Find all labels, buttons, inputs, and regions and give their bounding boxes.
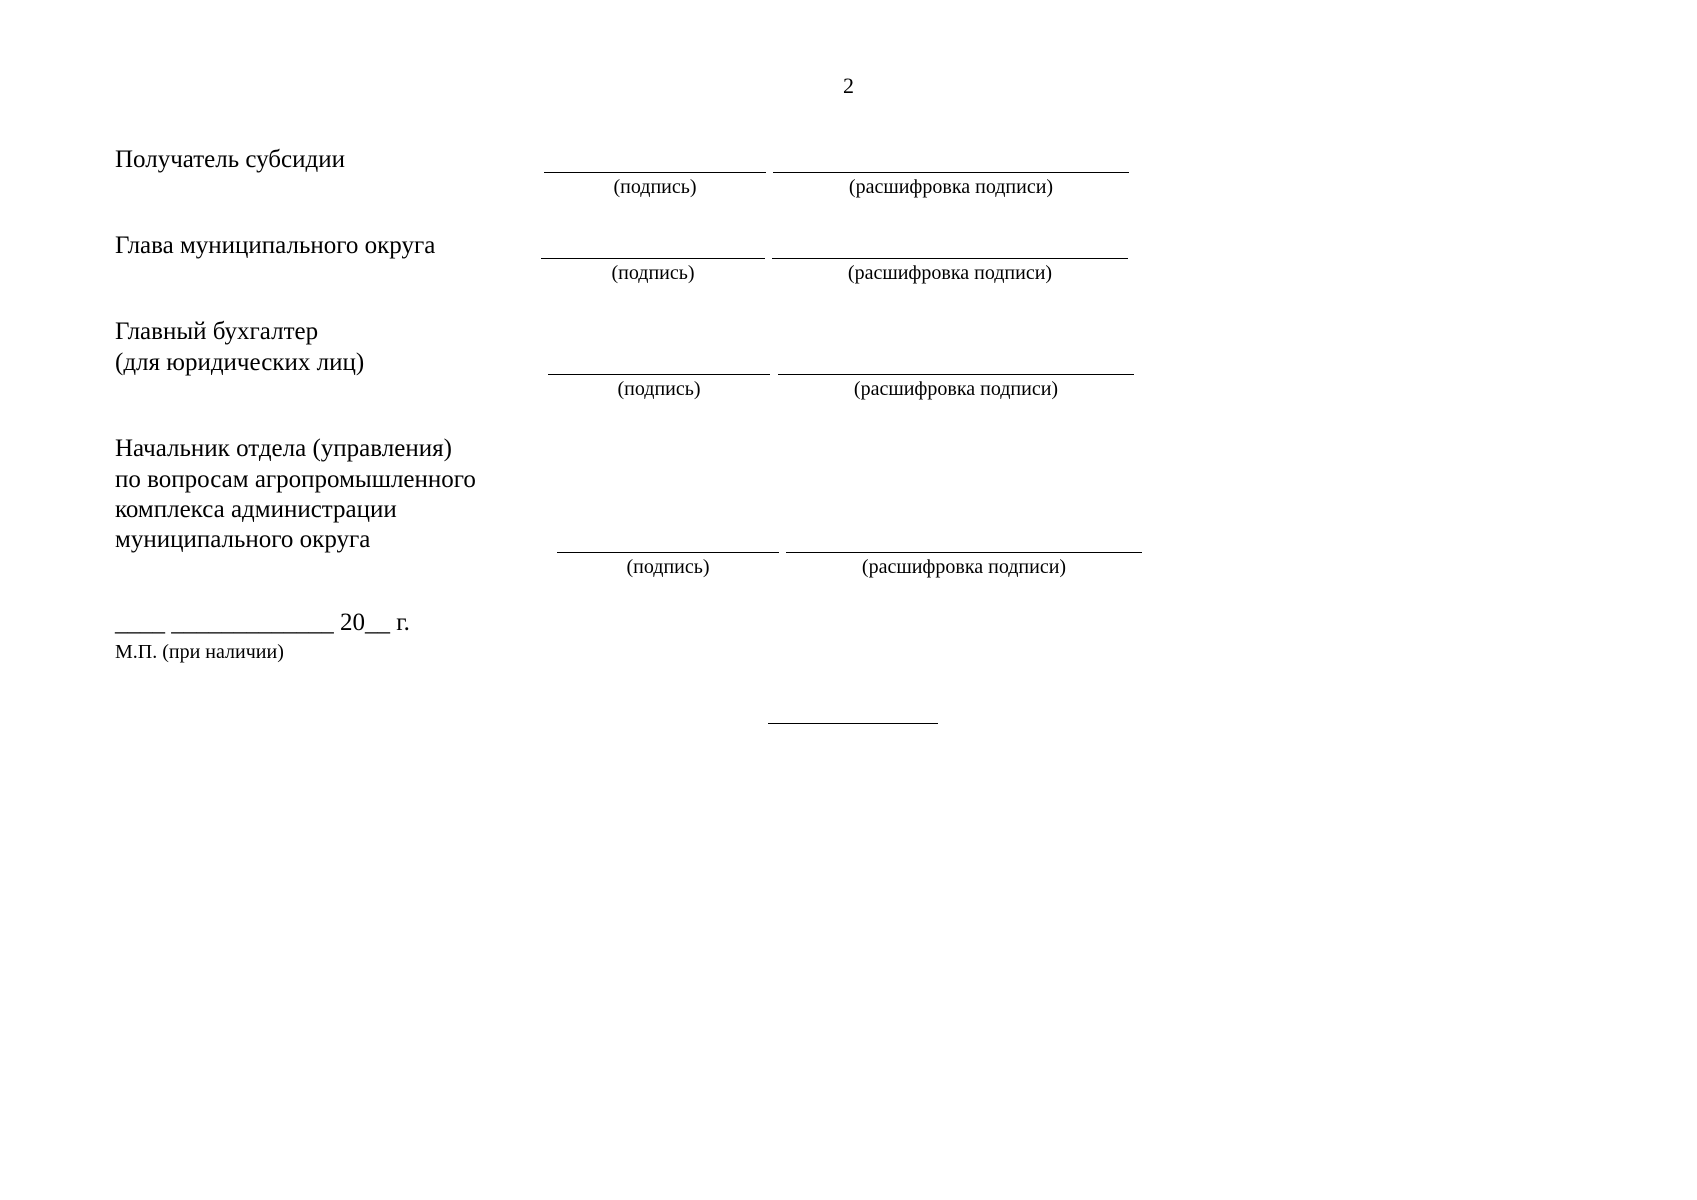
name-caption: (расшифровка подписи)	[861, 556, 1067, 578]
signature-line	[544, 172, 766, 173]
name-line	[778, 374, 1134, 375]
role-label-line: Получатель субсидии	[115, 146, 345, 173]
role-label-line: Глава муниципального округа	[115, 232, 436, 259]
stamp-note: М.П. (при наличии)	[115, 641, 284, 663]
signature-caption: (подпись)	[617, 378, 701, 400]
name-line	[772, 258, 1128, 259]
signature-caption: (подпись)	[626, 556, 710, 578]
role-label-line: комплекса администрации	[115, 496, 397, 523]
role-label-line: (для юридических лиц)	[115, 349, 365, 376]
role-label-line: по вопросам агропромышленного	[115, 466, 476, 493]
name-line	[773, 172, 1129, 173]
signature-line	[548, 374, 770, 375]
name-caption: (расшифровка подписи)	[848, 176, 1054, 198]
name-line	[786, 552, 1142, 553]
role-label-line: Главный бухгалтер	[115, 318, 319, 345]
role-label-line: Начальник отдела (управления)	[115, 435, 452, 462]
role-label-line: муниципального округа	[115, 526, 371, 553]
signature-caption: (подпись)	[611, 262, 695, 284]
signature-caption: (подпись)	[613, 176, 697, 198]
name-caption: (расшифровка подписи)	[847, 262, 1053, 284]
date-line: ____ _____________ 20__ г.	[115, 609, 410, 636]
end-separator-line	[768, 723, 938, 724]
signature-line	[557, 552, 779, 553]
page-number: 2	[843, 73, 854, 98]
signature-line	[541, 258, 765, 259]
name-caption: (расшифровка подписи)	[853, 378, 1059, 400]
